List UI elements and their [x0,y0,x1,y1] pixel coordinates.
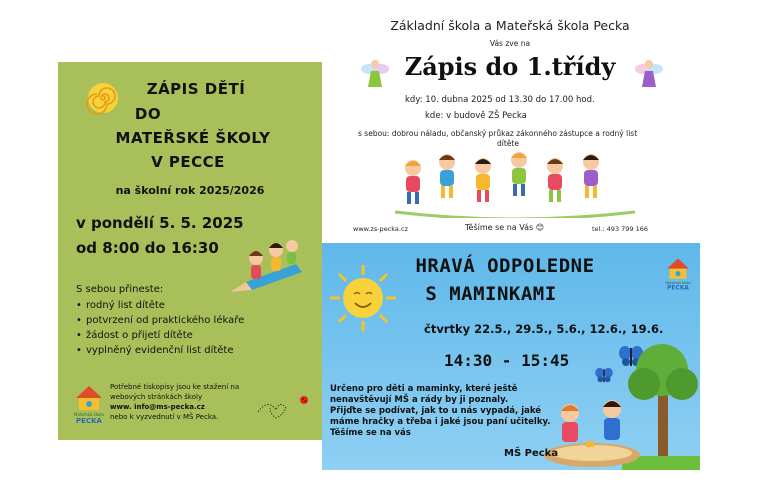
description-line: Přijďte se podívat, jak to u nás vypadá, jaké [330,406,542,416]
enrollment-hours: od 8:00 do 16:30 [76,239,219,257]
info-line: nebo k vyzvednutí v MŠ Pecka. [110,413,219,421]
list-item: • rodný list dítěte [86,298,244,313]
signature: MŠ Pecka [504,448,559,459]
kids-on-pencil-illustration [226,236,306,298]
event-dates: čtvrtky 22.5., 29.5., 5.6., 12.6., 19.6. [424,322,664,336]
info-line: Potřebné tiskopisy jsou ke stažení na [110,383,240,391]
ladybug-heart-icon [256,392,312,420]
logo-title: PECKA [76,417,102,424]
fairy-icon [634,55,664,95]
enrollment-kindergarten-poster [58,62,322,440]
first-grade-enrollment-poster [350,10,670,240]
list-item: • potvrzení od praktického lékaře [86,313,244,328]
logo-title: PECKA [667,285,689,291]
poster-title-line-4: V PECCE [151,153,225,171]
kindergarten-logo [70,380,108,424]
event-time: 14:30 - 15:45 [444,351,570,370]
email-link[interactable]: info@ms-pecka.cz [134,403,205,411]
playful-afternoons-poster [322,243,700,470]
bring-line-2: dítěte [497,139,519,148]
poster-title-line-1: ZÁPIS DĚTÍ [146,80,246,98]
bring-line-1: s sebou: dobrou náladu, občanský průkaz zákonného zástupce a rodný list [358,129,638,138]
school-year: na školní rok 2025/2026 [115,184,265,197]
bring-line [358,129,658,149]
logo-subtitle: Mateřská škola [665,280,691,285]
kindergarten-logo [662,253,694,291]
closing-text: Těšíme se na Vás 😊 [465,223,545,232]
poster-title: Zápis do 1.třídy [404,52,616,81]
poster-title-line-2: DO [134,105,162,123]
logo-subtitle: Mateřská škola [74,412,104,417]
butterfly-icon [594,367,614,383]
bring-list [74,298,244,358]
list-item: • žádost o přijetí dítěte [86,328,244,343]
jumping-kids-illustration [395,150,635,218]
description-line: nenavštěvují MŠ a rády by ji poznaly. [330,395,509,405]
event-description [330,384,570,439]
description-line: máme hračky a třeba i jaké jsou paní učitelky. [330,417,551,427]
invite-text: Vás zve na [489,39,531,48]
poster-title-line-2: S MAMINKAMI [425,283,557,305]
description-line: Určeno pro děti a maminky, které ještě [330,384,518,394]
school-name: Základní škola a Mateřská škola Pecka [390,18,630,33]
when-line: kdy: 10. dubna 2025 od 13.30 do 17.00 hod. [405,95,595,105]
website-link[interactable]: www.zs-pecka.cz [353,225,408,233]
phone-number: tel.: 493 799 166 [592,225,649,233]
poster-title-line-3: MATEŘSKÉ ŠKOLY [115,129,271,147]
where-line: kde: v budově ZŠ Pecka [425,111,527,121]
web-prefix: www. [110,403,135,411]
enrollment-date: v pondělí 5. 5. 2025 [76,214,244,232]
info-line: webových stránkách školy [110,393,203,401]
poster-title-line-1: HRAVÁ ODPOLEDNE [415,255,595,277]
bring-heading: S sebou přineste: [76,284,164,295]
list-item: • vyplněný evidenční list dítěte [86,343,244,358]
description-line: Těšíme se na vás [330,428,411,438]
